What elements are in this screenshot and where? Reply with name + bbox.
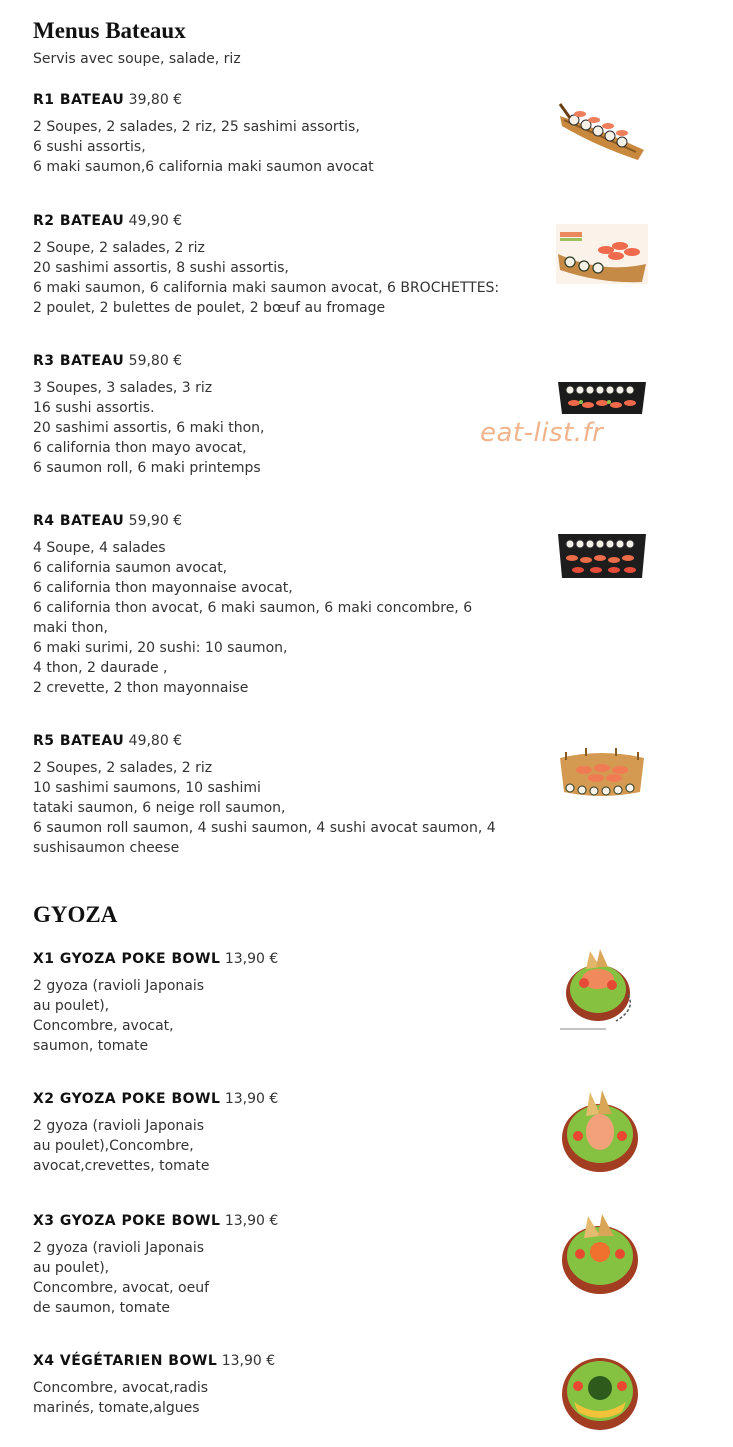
item-price: 13,90 €: [221, 1353, 276, 1369]
item-name: R4 BATEAU: [33, 513, 125, 529]
item-price: 49,80 €: [128, 733, 183, 749]
item-price: 59,80 €: [128, 353, 183, 369]
item-description: 2 Soupe, 2 salades, 2 riz 20 sashimi assortis, 8 sushi assortis, 6 maki saumon, 6 california maki saumon avocat, 6 BROCHETTES: 2 poulet, 2 bulettes de poulet, 2 bœuf au fromage: [33, 240, 500, 316]
item-description: 2 gyoza (ravioli Japonais au poulet), Concombre, avocat, saumon, tomate: [33, 978, 205, 1054]
menu-item: [33, 1212, 533, 1318]
item-price: 49,90 €: [128, 213, 183, 229]
item-price: 39,80 €: [128, 92, 183, 108]
poke-bowl-photo: [560, 1088, 642, 1174]
item-name: R2 BATEAU: [33, 213, 125, 229]
bateaux-subtitle: Servis avec soupe, salade, riz: [33, 51, 241, 67]
item-description: 2 Soupes, 2 salades, 2 riz, 25 sashimi assortis, 6 sushi assortis, 6 maki saumon,6 california maki saumon avocat: [33, 119, 374, 175]
menu-item: [33, 732, 533, 858]
menu-item: [33, 212, 533, 318]
menu-item: [33, 950, 533, 1056]
menu-item: [33, 512, 533, 698]
item-name: X3 GYOZA POKE BOWL: [33, 1213, 221, 1229]
item-description: 2 Soupes, 2 salades, 2 riz 10 sashimi saumons, 10 sashimi tataki saumon, 6 neige roll saumon, 6 saumon roll saumon, 4 sushi saumon, 4 sushi avocat saumon, 4 sushisaumon cheese: [33, 760, 496, 856]
item-name: X4 VÉGÉTARIEN BOWL: [33, 1353, 218, 1369]
item-price: 13,90 €: [224, 1091, 279, 1107]
poke-bowl-photo: [556, 945, 644, 1035]
sushi-boat-photo: [556, 744, 648, 800]
item-description: Concombre, avocat,radis marinés, tomate,algues: [33, 1380, 209, 1416]
gyoza-title: GYOZA: [33, 902, 118, 927]
menu-item: [33, 1090, 533, 1176]
sushi-tray-photo: [556, 372, 648, 420]
sushi-tray-photo: [556, 530, 648, 582]
menu-item: [33, 91, 533, 177]
bateaux-title: Menus Bateaux: [33, 18, 186, 43]
item-name: X1 GYOZA POKE BOWL: [33, 951, 221, 967]
sushi-boat-photo: [556, 224, 648, 284]
item-name: R3 BATEAU: [33, 353, 125, 369]
item-price: 59,90 €: [128, 513, 183, 529]
item-name: X2 GYOZA POKE BOWL: [33, 1091, 221, 1107]
item-description: 2 gyoza (ravioli Japonais au poulet),Concombre, avocat,crevettes, tomate: [33, 1118, 210, 1174]
item-price: 13,90 €: [224, 1213, 279, 1229]
item-description: 4 Soupe, 4 salades 6 california saumon avocat, 6 california thon mayonnaise avocat, 6 california thon avocat, 6 maki saumon, 6 maki concombre, 6 maki thon, 6 maki surimi, 20 sushi: 10 saumon, 4 thon, 2 daurade , 2 crevette, 2 thon mayonnaise: [33, 540, 473, 696]
sushi-boat-photo: [556, 98, 648, 166]
item-name: R5 BATEAU: [33, 733, 125, 749]
watermark: eat-list.fr: [480, 418, 604, 448]
item-price: 13,90 €: [224, 951, 279, 967]
item-description: 2 gyoza (ravioli Japonais au poulet), Concombre, avocat, oeuf de saumon, tomate: [33, 1240, 210, 1316]
item-description: 3 Soupes, 3 salades, 3 riz 16 sushi assortis. 20 sashimi assortis, 6 maki thon, 6 california thon mayo avocat, 6 saumon roll, 6 maki printemps: [33, 380, 265, 476]
menu-item: [33, 1352, 533, 1418]
poke-bowl-photo: [560, 1354, 642, 1432]
menu-item: [33, 352, 533, 478]
item-name: R1 BATEAU: [33, 92, 125, 108]
poke-bowl-photo: [560, 1212, 642, 1296]
